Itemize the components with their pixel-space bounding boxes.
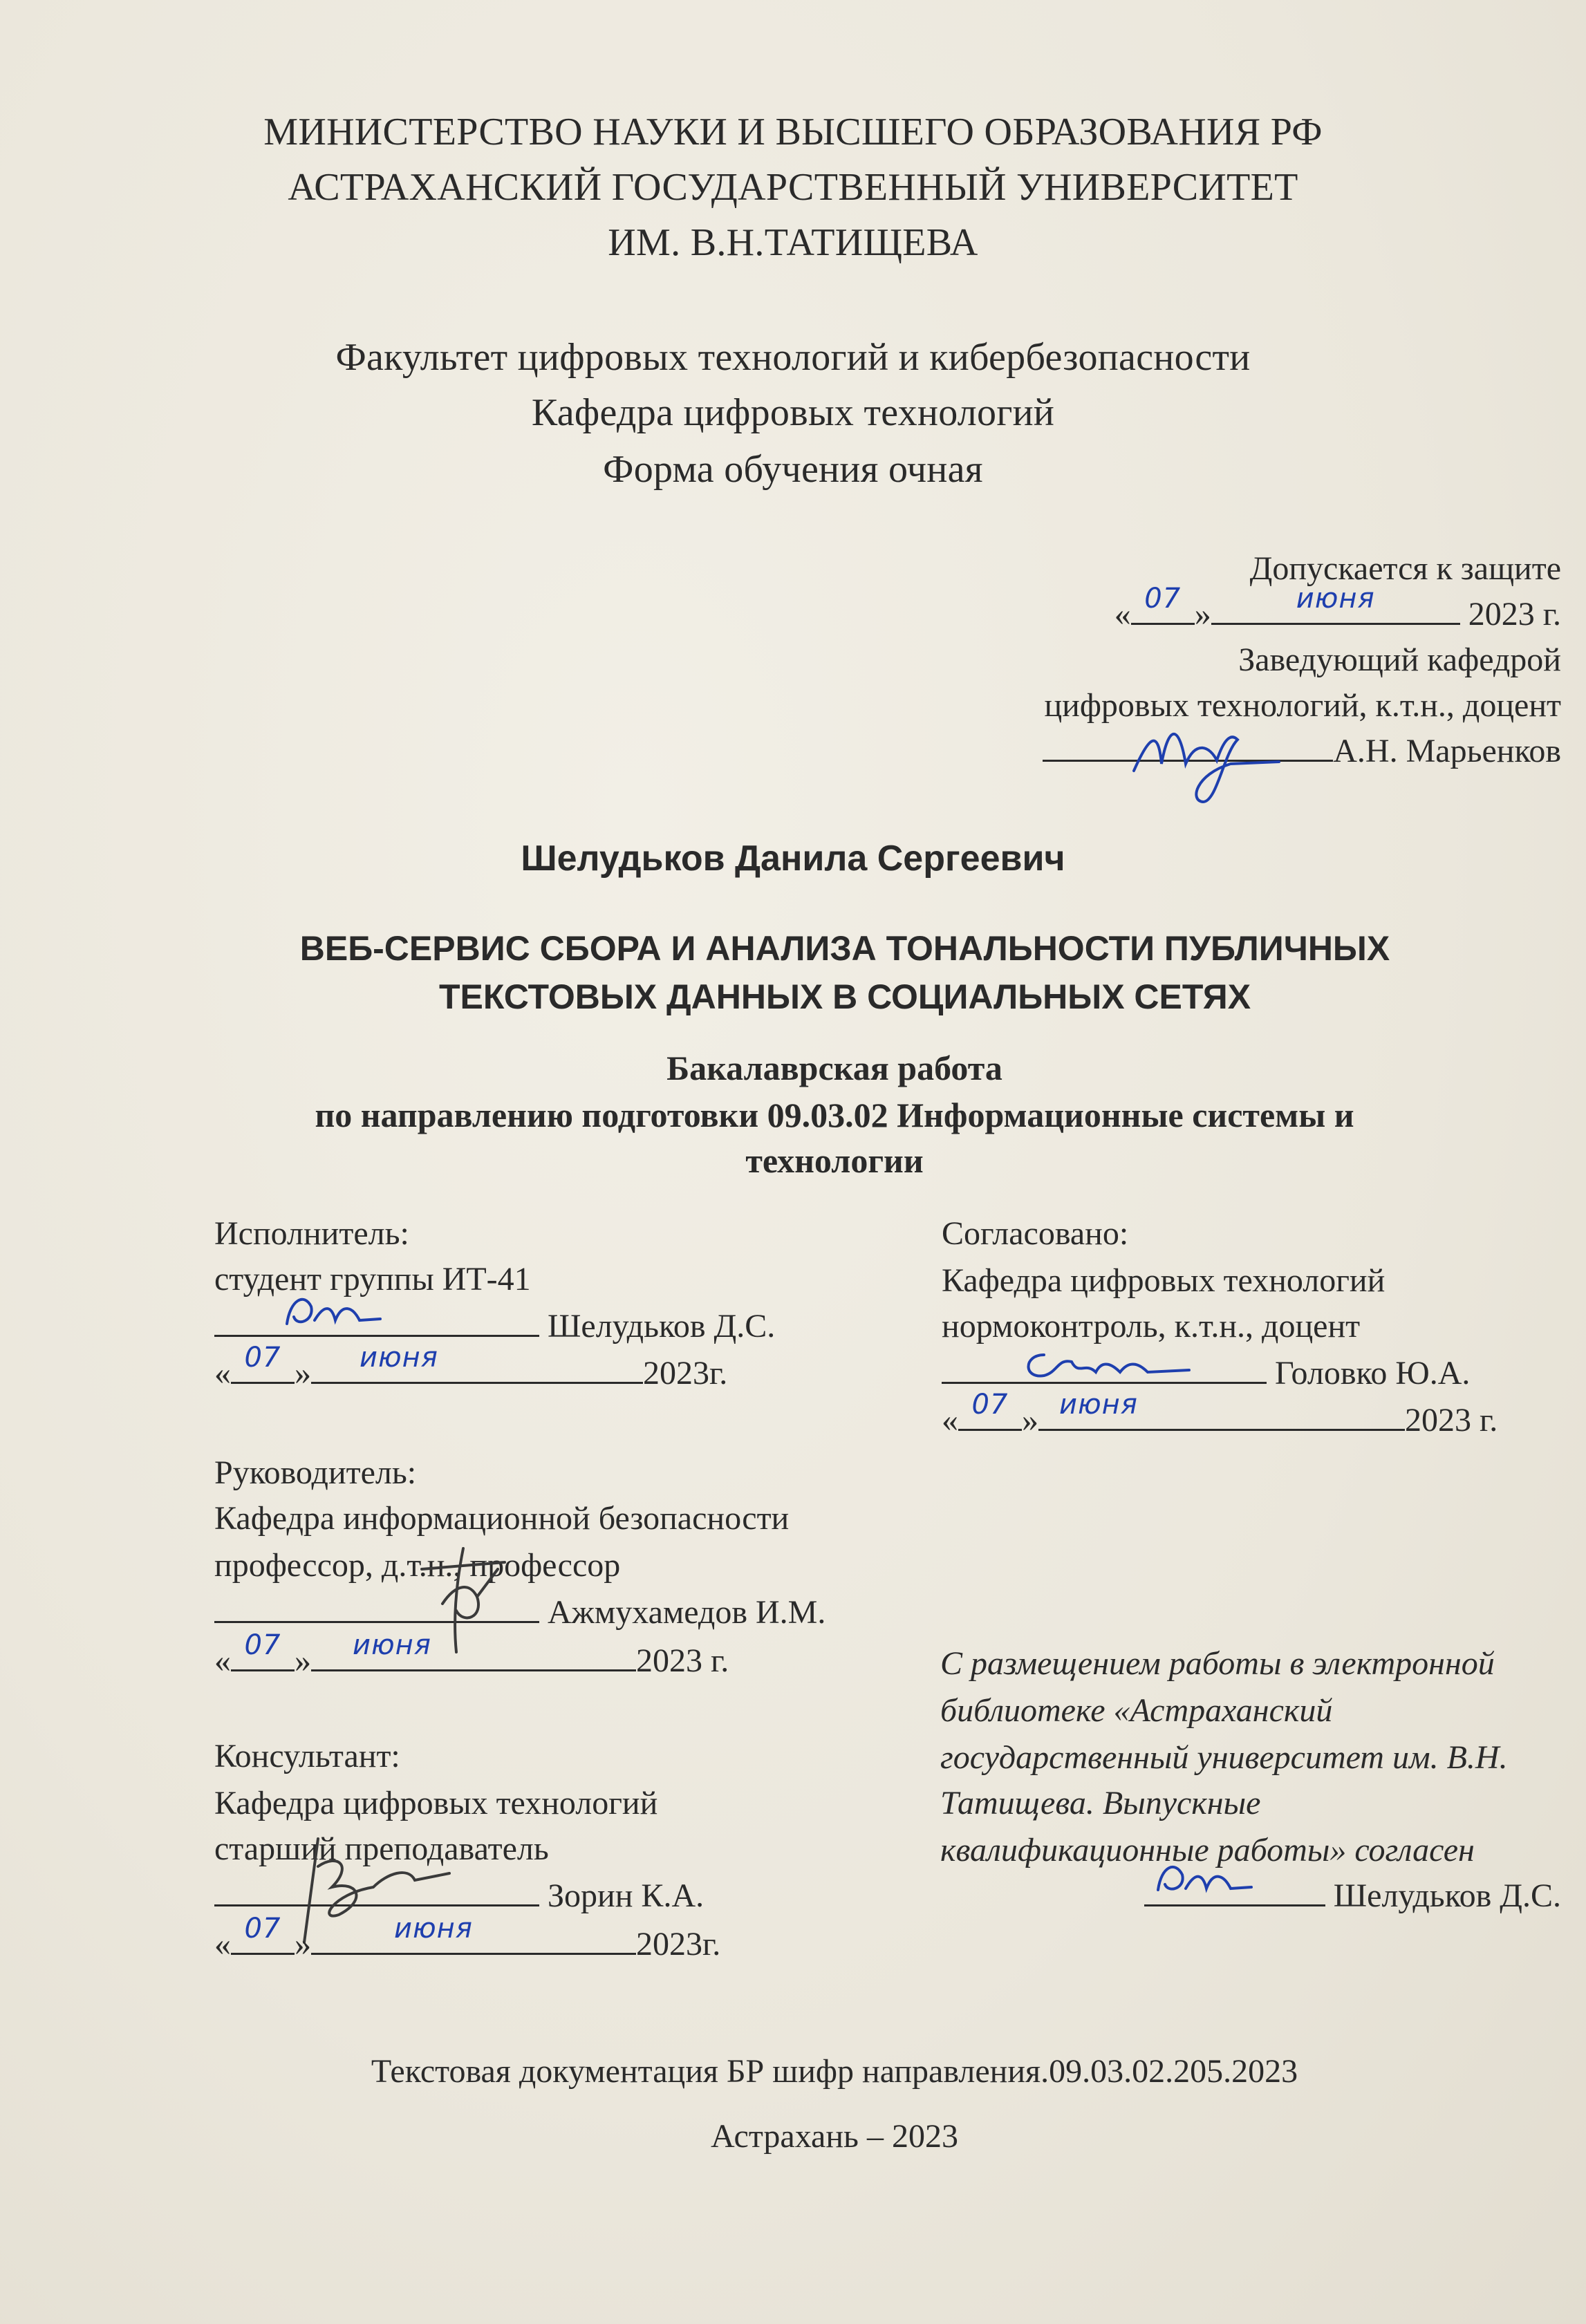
author-name: Шелудьков Данила Сергеевич <box>521 838 1065 879</box>
admission-day-handwritten: 07 <box>1144 583 1182 615</box>
admission-date: « 07 » июня 2023 г. <box>1114 592 1561 637</box>
library-consent-line4: Татищева. Выпускные <box>940 1785 1261 1821</box>
library-consent-line1: С размещением работы в электронной <box>940 1645 1495 1682</box>
consultant-department: Кафедра цифровых технологий <box>214 1785 658 1821</box>
agreed-label: Согласовано: <box>942 1215 1129 1252</box>
consultant-date: « 07 » июня 2023г. <box>214 1913 721 1962</box>
head-signature-line: А.Н. Марьенков <box>1043 729 1561 774</box>
agreed-date: « 07 » июня 2023 г. <box>942 1389 1498 1439</box>
supervisor-date: « 07 » июня 2023 г. <box>214 1629 729 1679</box>
admission-month-handwritten: июня <box>1296 583 1375 615</box>
direction-line2: технологии <box>745 1141 924 1180</box>
work-type: Бакалаврская работа <box>666 1049 1002 1087</box>
faculty-name: Факультет цифровых технологий и кибербезопасности <box>335 336 1251 379</box>
thesis-title-line1: ВЕБ-СЕРВИС СБОРА И АНАЛИЗА ТОНАЛЬНОСТИ ПУБЛИЧНЫХ <box>299 929 1390 968</box>
executor-signature-line: Шелудьков Д.С. <box>214 1304 775 1349</box>
document-code: Текстовая документация БР шифр направления.09.03.02.205.2023 <box>371 2053 1298 2090</box>
university-named: ИМ. В.Н.ТАТИЩЕВА <box>608 221 978 264</box>
ministry-heading: МИНИСТЕРСТВО НАУКИ И ВЫСШЕГО ОБРАЗОВАНИЯ РФ <box>263 111 1323 153</box>
library-signature-line: Шелудьков Д.С. <box>1144 1873 1561 1919</box>
executor-label: Исполнитель: <box>214 1215 409 1252</box>
direction-line1: по направлению подготовки 09.03.02 Информационные системы и <box>315 1096 1354 1134</box>
library-consent-line3: государственный университет им. В.Н. <box>940 1739 1508 1776</box>
head-position: цифровых технологий, к.т.н., доцент <box>1044 687 1561 724</box>
consultant-label: Консультант: <box>214 1738 400 1774</box>
department-name: Кафедра цифровых технологий <box>531 391 1055 434</box>
head-title: Заведующий кафедрой <box>1238 641 1561 678</box>
agreed-signature-line: Головко Ю.А. <box>942 1351 1470 1396</box>
executor-date: « 07 » июня 2023г. <box>214 1342 728 1391</box>
thesis-title-line2: ТЕКСТОВЫХ ДАННЫХ В СОЦИАЛЬНЫХ СЕТЯХ <box>438 977 1251 1016</box>
university-heading: АСТРАХАНСКИЙ ГОСУДАРСТВЕННЫЙ УНИВЕРСИТЕТ <box>288 166 1298 209</box>
supervisor-position: профессор, д.т.н., профессор <box>214 1547 621 1584</box>
supervisor-department: Кафедра информационной безопасности <box>214 1500 790 1537</box>
admitted-label: Допускается к защите <box>1249 550 1561 587</box>
city-year: Астрахань – 2023 <box>711 2118 958 2155</box>
study-form: Форма обучения очная <box>603 448 983 491</box>
supervisor-label: Руководитель: <box>214 1454 417 1491</box>
consultant-signature-line: Зорин К.А. <box>214 1873 704 1919</box>
agreed-position: нормоконтроль, к.т.н., доцент <box>942 1308 1361 1344</box>
agreed-department: Кафедра цифровых технологий <box>942 1262 1386 1299</box>
executor-group: студент группы ИТ-41 <box>214 1261 531 1297</box>
library-consent-line2: библиотеке «Астраханский <box>940 1692 1333 1729</box>
library-consent-line5: квалификационные работы» согласен <box>940 1832 1475 1868</box>
supervisor-signature-line: Ажмухамедов И.М. <box>214 1590 825 1636</box>
consultant-position: старший преподаватель <box>214 1830 549 1867</box>
